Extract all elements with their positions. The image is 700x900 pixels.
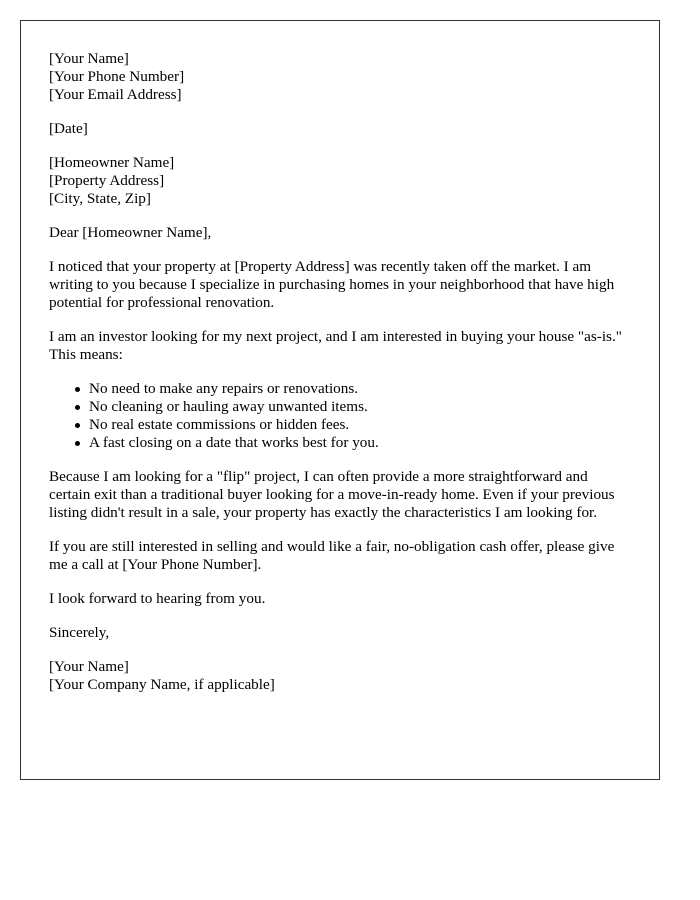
offer-paragraph: I am an investor looking for my next project, and I am interested in buying your house "as-is." This means: [49, 328, 622, 363]
intro-block [49, 258, 631, 312]
signature-company: [Your Company Name, if applicable] [49, 676, 275, 693]
closing-line: I look forward to hearing from you. [49, 590, 266, 607]
signoff-block [49, 624, 631, 642]
salutation-block [49, 224, 631, 242]
salutation: Dear [Homeowner Name], [49, 224, 212, 241]
sender-email: [Your Email Address] [49, 86, 182, 103]
offer-block [49, 328, 631, 364]
intro-paragraph: I noticed that your property at [Property Address] was recently taken off the market. I am writing to you because I specialize in purchasing homes in your neighborhood that have high potential for professional renovation. [49, 258, 615, 311]
recipient-name: [Homeowner Name] [49, 154, 175, 171]
recipient-address: [Property Address] [49, 172, 165, 189]
signature-block [49, 658, 631, 694]
date-block [49, 120, 631, 138]
cta-block [49, 538, 631, 574]
list-item: A fast closing on a date that works best for you. [89, 434, 631, 452]
sender-block [49, 50, 631, 104]
signature-name: [Your Name] [49, 658, 129, 675]
list-item: No cleaning or hauling away unwanted items. [89, 398, 631, 416]
recipient-city-state-zip: [City, State, Zip] [49, 190, 151, 207]
cta-paragraph: If you are still interested in selling and would like a fair, no-obligation cash offer, please give me a call at [Your Phone Number]. [49, 538, 615, 573]
letter-date: [Date] [49, 120, 88, 137]
list-item: No need to make any repairs or renovations. [89, 380, 631, 398]
closing-block [49, 590, 631, 608]
letter [20, 20, 660, 780]
flip-paragraph: Because I am looking for a "flip" project, I can often provide a more straightforward and certain exit than a traditional buyer looking for a move-in-ready home. Even if your previous listing didn't result in a sale, your property has exactly the characteristics I am looking for. [49, 468, 615, 521]
sender-phone: [Your Phone Number] [49, 68, 185, 85]
signoff: Sincerely, [49, 624, 110, 641]
sender-name: [Your Name] [49, 50, 129, 67]
recipient-block [49, 154, 631, 208]
flip-block [49, 468, 631, 522]
benefits-list [49, 380, 631, 452]
list-item: No real estate commissions or hidden fees. [89, 416, 631, 434]
